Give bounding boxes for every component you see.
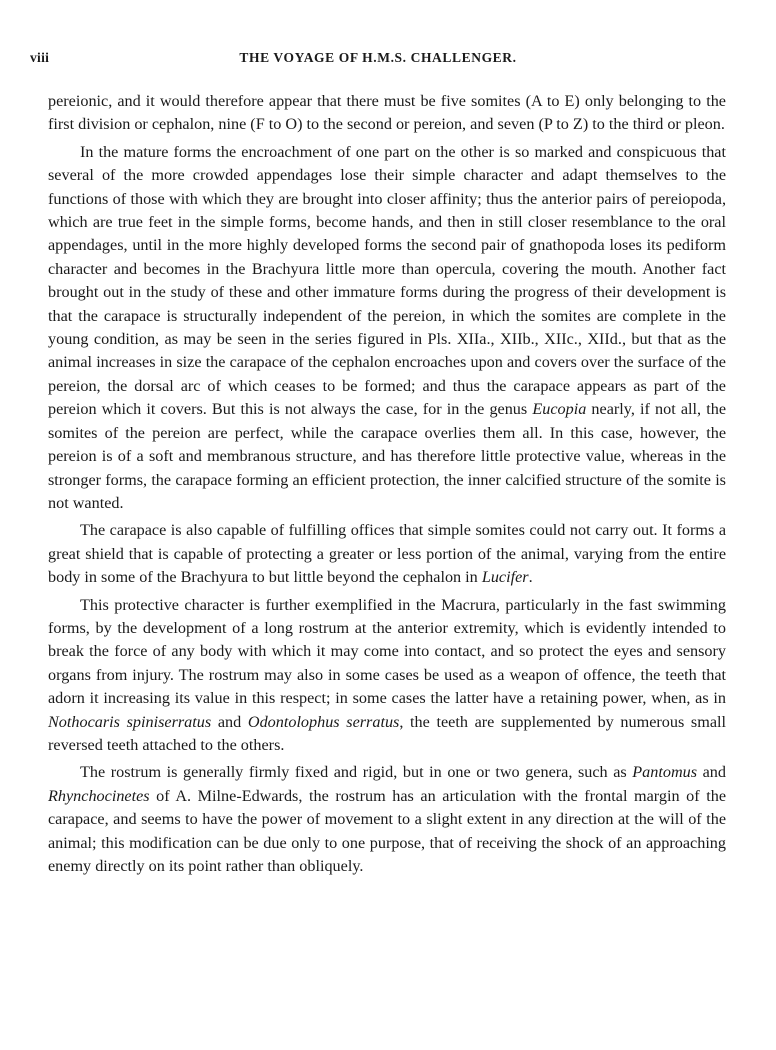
text-run: and bbox=[697, 763, 726, 782]
page-number: viii bbox=[30, 50, 50, 65]
paragraph bbox=[48, 761, 726, 878]
italic-taxon-name: Pantomus bbox=[632, 763, 698, 782]
text-run: , the teeth are supplemented by numerous small reversed teeth attached to the others. bbox=[48, 712, 726, 754]
running-header bbox=[30, 50, 726, 70]
paragraph bbox=[48, 90, 726, 137]
text-run: . bbox=[528, 568, 533, 587]
text-run: nearly, if not all, the somites of the pereion are perfect, while the carapace overlies them all. In this case, however, the pereion is of a soft and membranous structure, and has therefore little protective value, whereas in the stronger forms, the carapace forming an efficient protection, the inner calcified structure of the somite is not wanted. bbox=[48, 400, 726, 512]
paragraph bbox=[48, 519, 726, 589]
text-run: In the mature forms the encroachment of one part on the other is so marked and conspicuous that several of the more crowded appendages lose their simple character and adapt themselves to the functions of those with which they are brought into closer affinity; thus the anterior pairs of pereiopoda, which are true feet in the simple forms, become hands, and then in still closer resemblance to the oral appendages, until in the more highly developed forms the second pair of gnathopoda loses its pediform character and becomes in the Brachyura little more than opercula, covering the mouth. Another fact brought out in the study of these and other immature forms during the progress of their development is that the carapace is structurally independent of the pereion, in which the somites are complete in the young condition, as may be seen in the series figured in Pls. XIIa., XIIb., XIIc., XIId., but that as the animal increases in size the carapace of the cephalon encroaches upon and covers over the surface of the pereion, the dorsal arc of which ceases to be formed; and thus the carapace appears as part of the pereion which it covers. But this is not always the case, for in the genus bbox=[48, 142, 726, 419]
italic-taxon-name: Odontolophus serratus bbox=[247, 712, 400, 731]
italic-taxon-name: Eucopia bbox=[532, 400, 587, 419]
text-run: and bbox=[211, 712, 248, 731]
text-run: The carapace is also capable of fulfilling offices that simple somites could not carry out. It forms a great shield that is capable of protecting a greater or less portion of the animal, varying from the entire body in some of the Brachyura to but little beyond the cephalon in bbox=[48, 521, 726, 587]
italic-taxon-name: Nothocaris spiniserratus bbox=[48, 712, 212, 731]
text-run: The rostrum is generally firmly fixed and rigid, but in one or two genera, such as bbox=[80, 763, 633, 782]
paragraph bbox=[48, 594, 726, 758]
paragraph bbox=[48, 141, 726, 516]
italic-taxon-name: Lucifer bbox=[481, 568, 529, 587]
body-text bbox=[48, 90, 726, 882]
text-run: of A. Milne-Edwards, the rostrum has an articulation with the frontal margin of the carapace, and seems to have the power of movement to a slight extent in any direction at the will of the animal; this modification can be due only to one purpose, that of receiving the shock of an approaching enemy directly on its point rather than obliquely. bbox=[48, 786, 726, 875]
italic-taxon-name: Rhynchocinetes bbox=[48, 786, 150, 805]
running-title: THE VOYAGE OF H.M.S. CHALLENGER. bbox=[239, 50, 517, 65]
text-run: This protective character is further exemplified in the Macrura, particularly in the fast swimming forms, by the development of a long rostrum at the anterior extremity, which is evidently intended to break the force of any body with which it may come into contact, and so protect the eyes and sensory organs from injury. The rostrum may also in some cases be used as a weapon of offence, the teeth that adorn it increasing its value in this respect; in some cases the latter have a retaining power, when, as in bbox=[48, 595, 726, 708]
text-run: pereionic, and it would therefore appear that there must be five somites (A to E) only belonging to the first division or cephalon, nine (F to O) to the second or pereion, and seven (P to Z) to the third or pleon. bbox=[48, 92, 726, 134]
